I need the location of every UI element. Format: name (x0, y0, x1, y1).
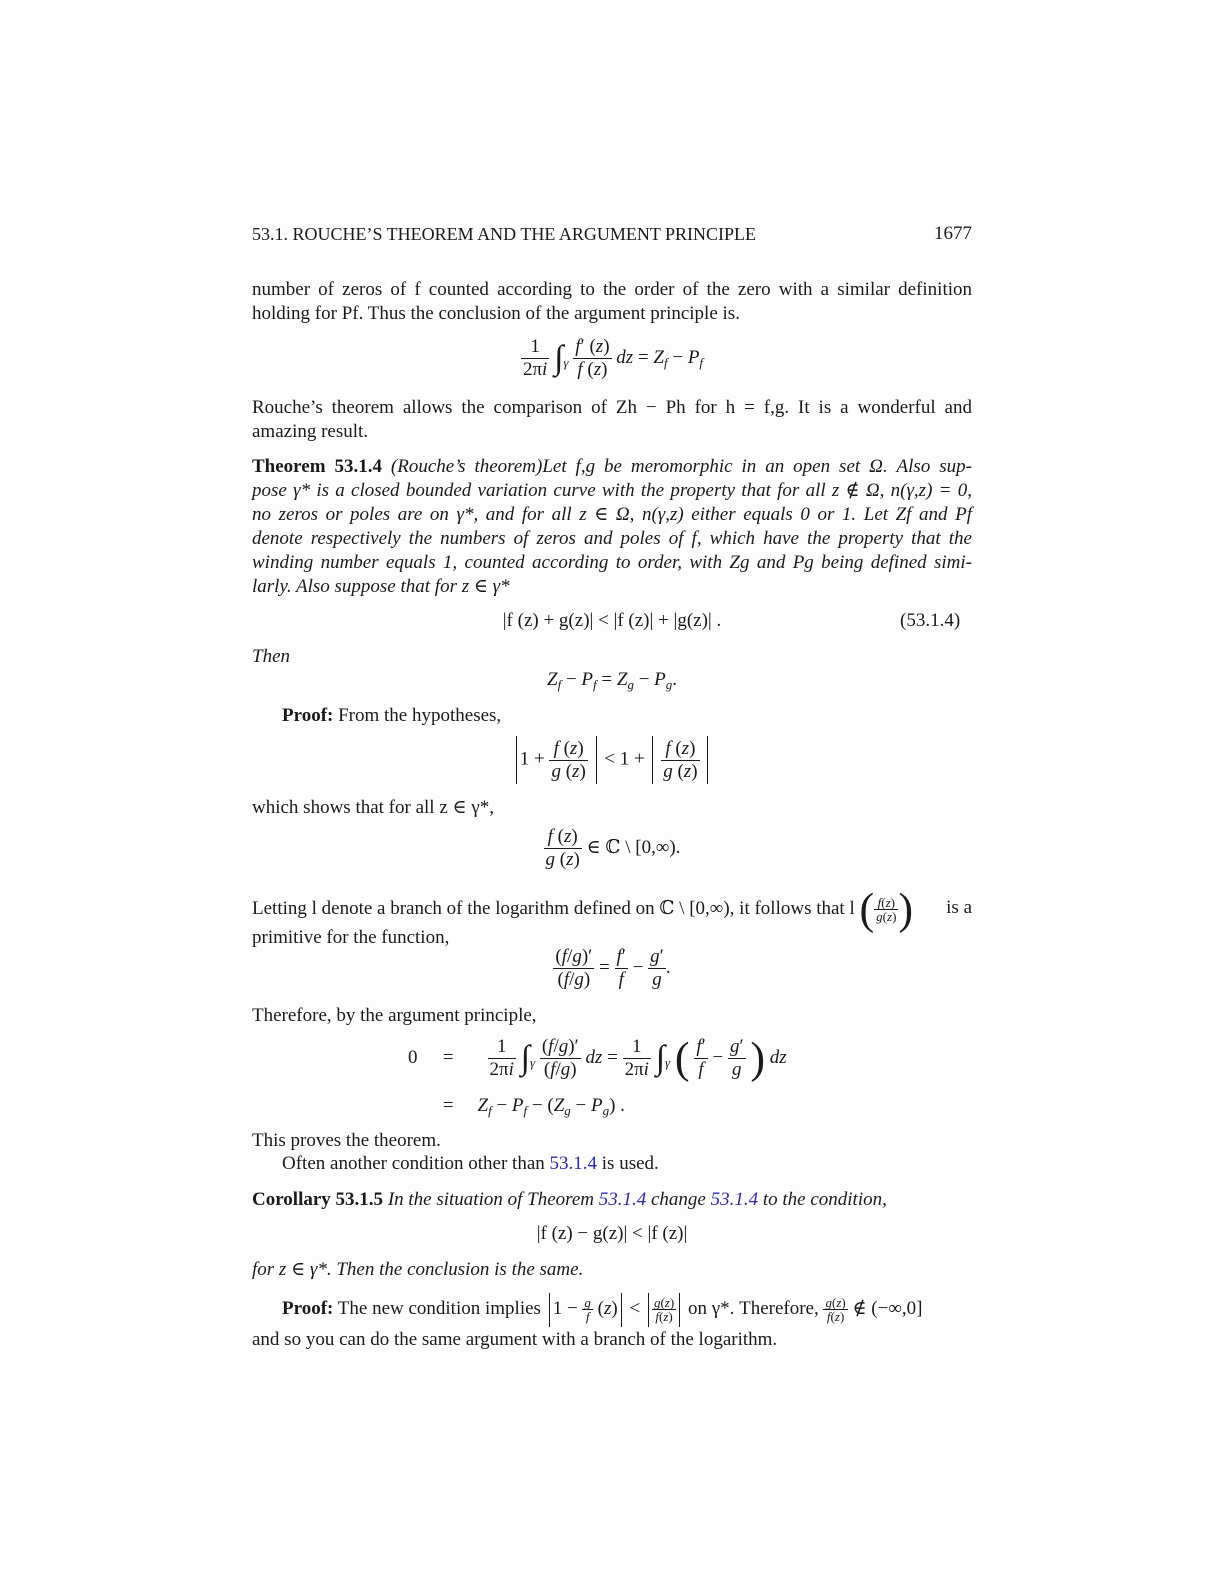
proof-line: Proof: From the hypotheses, (282, 705, 502, 726)
paragraph-line: holding for Pf. Thus the conclusion of the argument principle is. (252, 303, 740, 324)
proof-line: Proof: The new condition implies 1 − $\frac{g}{f}$ (z) < $\frac{g(z)}{f(z)}$ on γ*. Therefore, $\frac{g(z)}{f(z)}$ ∉ (−∞,0] (282, 1292, 972, 1327)
equation-range: $\frac{f (z)}{g (z)}$ ∈ ℂ \ [0,∞). (545, 826, 681, 870)
equation-corollary-condition: |f (z) − g(z)| < |f (z)| (536, 1223, 688, 1244)
running-header (252, 222, 972, 247)
theorem-line: winding number equals 1, counted according to order, with Zg and Pg being defined simi- (252, 552, 972, 573)
equation-align-1: 0 = $\frac{1}{2\pi i}$ $\int_\gamma$ $\frac{(f/g)'}{(f/g)}$ dz = $\frac{1}{2\pi i}$ $\int_\gamma$ ( $\frac{f'}{f}$ − $\frac{g'}{g}$ ) dz (408, 1033, 787, 1083)
theorem-line: pose γ* is a closed bounded variation curve with the property that for all z ∉ Ω, n(γ,z) = 0, (252, 480, 972, 501)
paragraph-line: This proves the theorem. (252, 1130, 441, 1151)
theorem-line: Theorem 53.1.4 (Rouche’s theorem)Let f,g be meromorphic in an open set Ω. Also sup- (252, 456, 972, 477)
paragraph-line: Letting l denote a branch of the logarithm defined on ℂ \ [0,∞), it follows that l ( $\frac{f(z)}{g(z)}$ ) is a (252, 884, 972, 934)
equation-argument-principle: $\frac{1}{2\pi i}$ $\int_\gamma$ $\frac{f' (z)}{f (z)}$ dz = $Z_f - P_f$ (522, 336, 704, 380)
paragraph-line: amazing result. (252, 421, 369, 442)
page-number: 1677 (934, 223, 972, 244)
paragraph-line: Rouche’s theorem allows the comparison of Zh − Ph for h = f,g. It is a wonderful and (252, 397, 972, 418)
paragraph-line: Often another condition other than 53.1.4 is used. (282, 1153, 659, 1174)
equation-ratio-bound: 1 + $\frac{f (z)}{g (z)}$ < 1 + $\frac{f (z)}{g (z)}$ (0, 736, 1224, 784)
equation-rouche-condition: |f (z) + g(z)| < |f (z)| + |g(z)| . (502, 610, 722, 631)
theorem-line: denote respectively the numbers of zeros and poles of f, which have the property that the (252, 528, 972, 549)
paragraph-line: number of zeros of f counted according to the order of the zero with a similar definition (252, 279, 972, 300)
theorem-line: larly. Also suppose that for z ∈ γ* (252, 576, 510, 597)
corollary-line: for z ∈ γ*. Then the conclusion is the same. (252, 1259, 584, 1280)
corollary-line: Corollary 53.1.5 In the situation of Theorem 53.1.4 change 53.1.4 to the condition, (252, 1189, 887, 1210)
paragraph-line: primitive for the function, (252, 927, 450, 948)
proof-label: Proof: (282, 705, 334, 726)
equation-tag: (53.1.4) (900, 610, 961, 631)
theorem-line: no zeros or poles are on γ*, and for all z ∈ Ω, n(γ,z) either equals 0 or 1. Let Zf and Pf (252, 504, 972, 525)
corollary-label: Corollary 53.1.5 (252, 1189, 384, 1210)
theorem-label: Theorem 53.1.4 (252, 456, 382, 477)
equation-reference-link[interactable]: 53.1.4 (710, 1189, 759, 1210)
proof-label: Proof: (282, 1298, 334, 1319)
equation-reference-link[interactable]: 53.1.4 (549, 1153, 598, 1174)
equation-align-2: = $Z_f - P_f - (Z_g - P_g)$ . (442, 1095, 625, 1118)
paragraph-line: Therefore, by the argument principle, (252, 1005, 537, 1026)
paragraph-line: and so you can do the same argument with a branch of the logarithm. (252, 1329, 778, 1350)
equation-conclusion: $Z_f - P_f = Z_g - P_g$. (546, 669, 678, 692)
running-title: 53.1. ROUCHE’S THEOREM AND THE ARGUMENT PRINCIPLE (252, 224, 757, 244)
theorem-line: Then (252, 646, 290, 667)
theorem-reference-link[interactable]: 53.1.4 (598, 1189, 647, 1210)
paragraph-line: which shows that for all z ∈ γ*, (252, 797, 494, 818)
equation-log-derivative: $\frac{(f/g)'}{(f/g)}$ = $\frac{f'}{f}$ − $\frac{g'}{g}$ . (555, 946, 671, 990)
